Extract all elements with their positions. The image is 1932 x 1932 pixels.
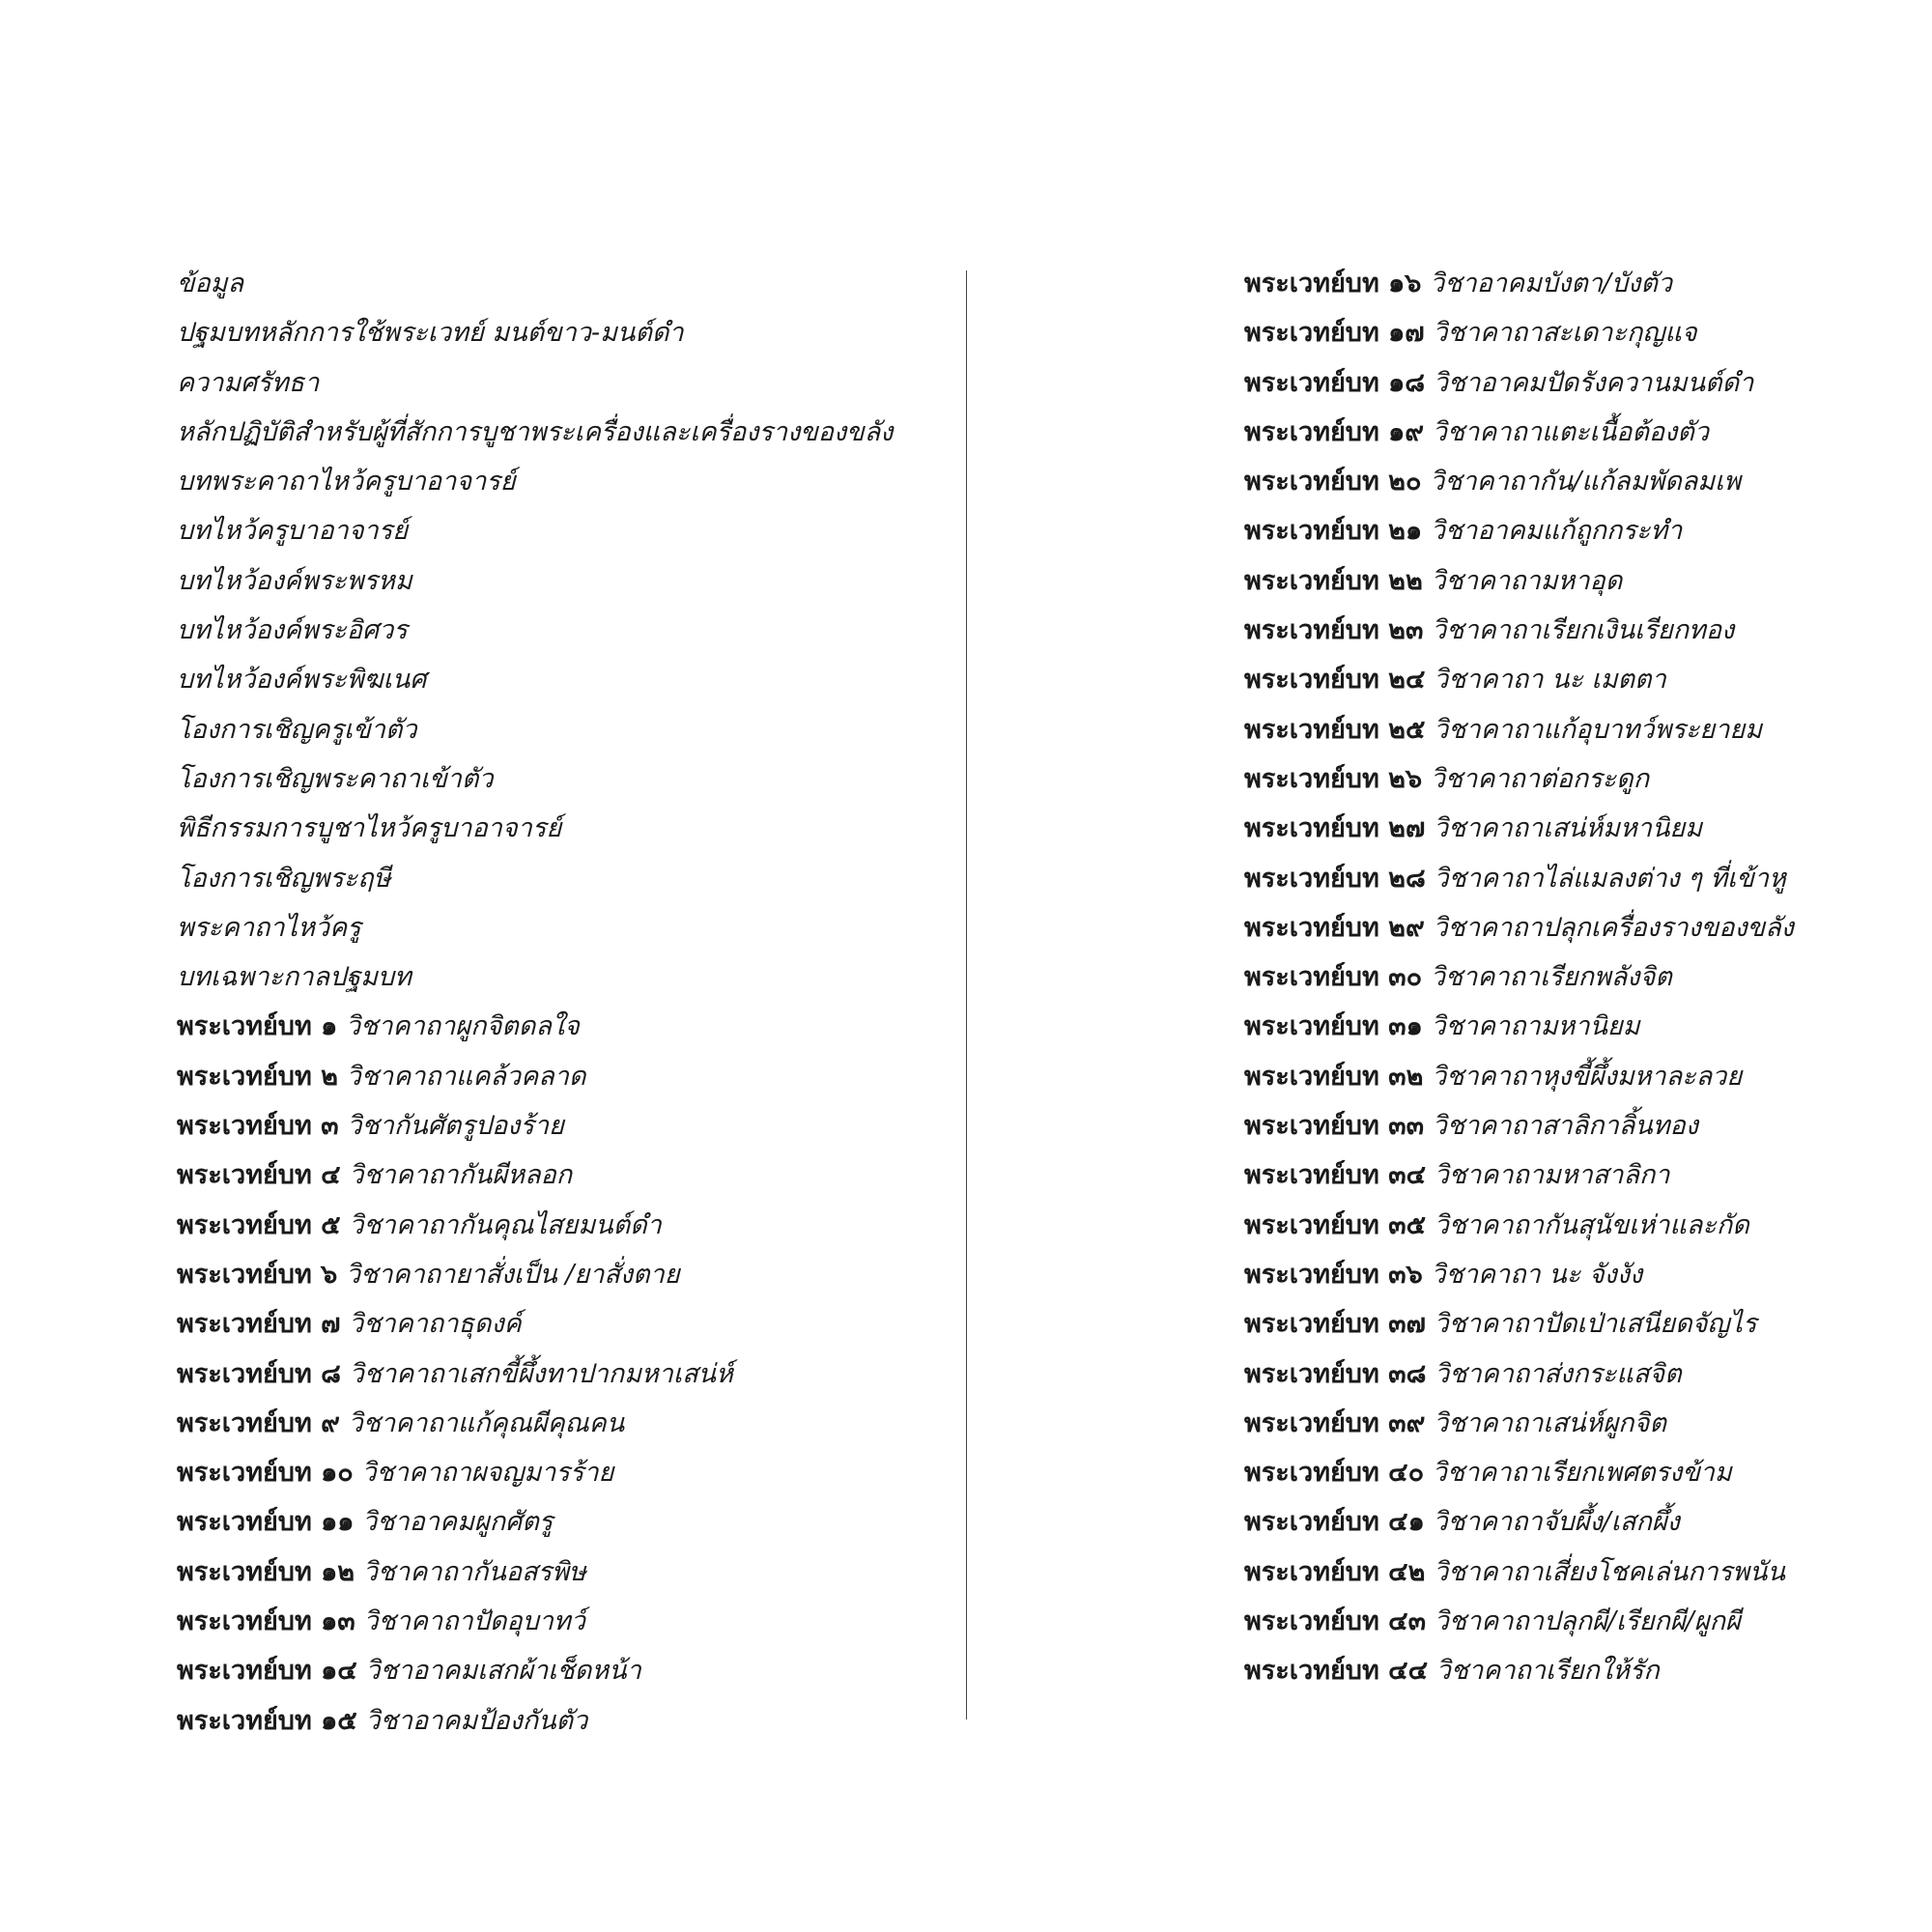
entry-title: วิชาอาคมเสกผ้าเช็ดหน้า [365,1656,641,1687]
contents-entry [177,903,950,952]
contents-entry [1244,1597,1901,1646]
entry-title: วิชาคาถาแตะเนื้อต้องตัว [1432,416,1710,447]
entry-chapter-label: พระเวทย์บท ๒๓ [1244,615,1424,646]
entry-title: วิชาคาถาปลุกเครื่องรางของขลัง [1433,912,1794,943]
entry-title: วิชาคาถาสาลิกาลิ้นทอง [1432,1111,1698,1142]
entry-title: บทไหว้ครูบาอาจารย์ [177,516,409,547]
entry-chapter-label: พระเวทย์บท ๓๕ [1244,1209,1427,1240]
entry-title: วิชาคาถาธุดงค์ [349,1309,522,1340]
entry-title: วิชาคาถา นะ จังงัง [1431,1259,1643,1290]
entry-chapter-label: พระเวทย์บท ๑๐ [177,1458,354,1489]
entry-chapter-label: พระเวทย์บท ๔๓ [1244,1606,1427,1637]
contents-entry [1244,1548,1901,1597]
contents-entry [1244,804,1901,853]
contents-entry [1244,1299,1901,1349]
entry-chapter-label: พระเวทย์บท ๒๗ [1244,813,1426,844]
contents-entry [177,1548,950,1597]
contents-entry [1244,408,1901,457]
entry-chapter-label: พระเวทย์บท ๓๗ [1244,1309,1426,1340]
entry-title: บทไหว้องค์พระอิศวร [177,615,408,646]
entry-chapter-label: พระเวทย์บท ๑๗ [1244,318,1425,349]
contents-entry [177,1299,950,1349]
contents-entry [1244,754,1901,804]
entry-chapter-label: พระเวทย์บท ๒๖ [1244,763,1423,794]
contents-entry [1244,903,1901,952]
entry-chapter-label: พระเวทย์บท ๒๙ [1244,912,1425,943]
left-contents-column [177,259,950,1746]
contents-entry [1244,705,1901,754]
entry-chapter-label: พระเวทย์บท ๑๓ [177,1606,355,1637]
contents-entry [177,556,950,606]
entry-title: หลักปฏิบัติสำหรับผู้ที่สักการบูชาพระเครื่องและเครื่องรางของขลัง [177,416,894,447]
contents-entry [177,358,950,408]
entry-chapter-label: พระเวทย์บท ๒๔ [1244,665,1426,696]
contents-entry [177,1002,950,1051]
entry-chapter-label: พระเวทย์บท ๔๐ [1244,1458,1425,1489]
entry-chapter-label: พระเวทย์บท ๗ [177,1309,341,1340]
entry-chapter-label: พระเวทย์บท ๔ [177,1160,341,1191]
entry-chapter-label: พระเวทย์บท ๓๒ [1244,1061,1424,1092]
entry-chapter-label: พระเวทย์บท ๒๘ [1244,863,1426,894]
entry-title: วิชาคาถากันคุณไสยมนต์ดำ [349,1209,662,1240]
column-divider [966,270,967,1719]
entry-chapter-label: พระเวทย์บท ๔๔ [1244,1656,1429,1687]
contents-entry [177,754,950,804]
entry-title: วิชาคาถามหานิยม [1431,1011,1640,1042]
entry-title: ปฐมบทหลักการใช้พระเวทย์ มนต์ขาว-มนต์ดำ [177,318,684,349]
entry-title: วิชาคาถาเสี่ยงโชคเล่นการพนัน [1433,1556,1785,1587]
contents-entry [177,457,950,506]
entry-chapter-label: พระเวทย์บท ๓๘ [1244,1358,1427,1389]
entry-title: วิชากันศัตรูปองร้าย [347,1111,564,1142]
contents-entry [177,1646,950,1695]
entry-chapter-label: พระเวทย์บท ๓๖ [1244,1259,1423,1290]
entry-title: วิชาคาถาปัดอุบาทว์ [363,1606,585,1637]
entry-chapter-label: พระเวทย์บท ๓ [177,1111,339,1142]
entry-chapter-label: พระเวทย์บท ๒๕ [1244,714,1426,745]
entry-chapter-label: พระเวทย์บท ๖ [177,1259,338,1290]
entry-title: วิชาอาคมป้องกันตัว [365,1705,588,1736]
entry-chapter-label: พระเวทย์บท ๒๐ [1244,467,1422,497]
entry-chapter-label: พระเวทย์บท ๒๒ [1244,565,1423,596]
entry-title: วิชาอาคมบังตา/บังตัว [1430,269,1673,298]
contents-entry [1244,308,1901,357]
contents-entry [1244,1646,1901,1695]
contents-entry [177,1250,950,1299]
entry-title: พระคาถาไหว้ครู [177,912,361,943]
entry-title: วิชาคาถาเสน่ห์ผูกจิต [1433,1407,1666,1438]
entry-title: วิชาคาถา นะ เมตตา [1433,665,1666,696]
contents-entry [1244,1052,1901,1101]
contents-entry [177,1399,950,1448]
contents-entry [177,705,950,754]
entry-title: โองการเชิญครูเข้าตัว [177,714,417,745]
contents-entry [177,1201,950,1250]
contents-entry [177,259,950,308]
entry-chapter-label: พระเวทย์บท ๑๒ [177,1556,355,1587]
contents-entry [177,854,950,903]
entry-title: วิชาอาคมผูกศัตรู [362,1507,554,1538]
contents-entry [1244,1250,1901,1299]
contents-entry [1244,259,1901,308]
entry-title: วิชาคาถากันสุนัขเห่าและกัด [1434,1209,1749,1240]
contents-entry [177,606,950,655]
entry-chapter-label: พระเวทย์บท ๓๙ [1244,1407,1426,1438]
entry-title: โองการเชิญพระฤษี [177,863,391,894]
entry-chapter-label: พระเวทย์บท ๔๑ [1244,1507,1425,1538]
right-contents-column [1244,259,1901,1696]
entry-chapter-label: พระเวทย์บท ๑๕ [177,1705,357,1736]
entry-title: พิธีกรรมการบูชาไหว้ครูบาอาจารย์ [177,813,562,844]
contents-entry [177,804,950,853]
contents-entry [177,506,950,555]
entry-title: วิชาคาถาแก้คุณผีคุณคน [348,1407,625,1438]
contents-entry [177,1052,950,1101]
contents-entry [1244,854,1901,903]
contents-entry [177,1448,950,1497]
entry-chapter-label: พระเวทย์บท ๓๓ [1244,1111,1425,1142]
entry-title: วิชาอาคมแก้ถูกกระทำ [1430,516,1683,547]
entry-title: วิชาอาคมปัดรังควานมนต์ดำ [1433,367,1754,398]
entry-chapter-label: พระเวทย์บท ๘ [177,1358,341,1389]
entry-chapter-label: พระเวทย์บท ๑๙ [1244,416,1425,447]
entry-title: วิชาคาถามหาสาลิกา [1434,1160,1670,1191]
contents-entry [1244,556,1901,606]
entry-title: ข้อมูล [177,269,244,298]
contents-entry [177,1696,950,1746]
entry-title: วิชาคาถามหาอุด [1431,565,1623,596]
entry-chapter-label: พระเวทย์บท ๑๔ [177,1656,357,1687]
entry-title: วิชาคาถาหุงขี้ผึ้งมหาละลวย [1432,1061,1743,1092]
entry-title: บทไหว้องค์พระพิฆเนศ [177,665,427,696]
contents-entry [1244,1448,1901,1497]
entry-chapter-label: พระเวทย์บท ๓๑ [1244,1011,1423,1042]
entry-chapter-label: พระเวทย์บท ๑๘ [1244,367,1426,398]
contents-entry [1244,1101,1901,1151]
contents-entry [177,952,950,1002]
contents-entry [177,1101,950,1151]
entry-title: วิชาคาถายาสั่งเป็น /ยาสั่งตาย [345,1259,680,1290]
entry-chapter-label: พระเวทย์บท ๑ [177,1011,338,1042]
entry-chapter-label: พระเวทย์บท ๒ [177,1061,338,1092]
contents-entry [1244,1151,1901,1200]
entry-title: บทไหว้องค์พระพรหม [177,565,412,596]
contents-entry [1244,655,1901,704]
entry-chapter-label: พระเวทย์บท ๑๖ [1244,269,1422,298]
contents-entry [1244,1497,1901,1547]
entry-title: วิชาคาถาส่งกระแสจิต [1435,1358,1682,1389]
contents-entry [1244,952,1901,1002]
entry-title: วิชาคาถาสะเดาะกุญแจ [1433,318,1697,349]
entry-title: วิชาคาถาจับผึ้ง/เสกผึ้ง [1433,1507,1680,1538]
entry-title: โองการเชิญพระคาถาเข้าตัว [177,763,494,794]
contents-entry [177,1151,950,1200]
contents-entry [1244,457,1901,506]
entry-chapter-label: พระเวทย์บท ๑๑ [177,1507,355,1538]
contents-entry [1244,1201,1901,1250]
entry-title: วิชาคาถาปลุกผี/เรียกผี/ผูกผี [1434,1606,1741,1637]
contents-entry [177,1597,950,1646]
entry-title: วิชาคาถาเรียกเพศตรงข้าม [1432,1458,1732,1489]
entry-chapter-label: พระเวทย์บท ๓๐ [1244,962,1423,993]
entry-title: วิชาคาถาผจญมารร้าย [361,1458,614,1489]
entry-title: ความศรัทธา [177,367,320,398]
entry-title: วิชาคาถาผูกจิตดลใจ [345,1011,580,1042]
contents-entry [177,408,950,457]
entry-chapter-label: พระเวทย์บท ๓๔ [1244,1160,1427,1191]
entry-chapter-label: พระเวทย์บท ๒๑ [1244,516,1423,547]
entry-title: บทเฉพาะกาลปฐมบท [177,962,412,993]
entry-title: วิชาคาถากันอสรพิษ [362,1556,586,1587]
contents-entry [177,655,950,704]
entry-title: วิชาคาถาปัดเป่าเสนียดจัญไร [1434,1309,1757,1340]
contents-entry [1244,1399,1901,1448]
entry-title: บทพระคาถาไหว้ครูบาอาจารย์ [177,467,516,497]
entry-title: วิชาคาถาเสน่ห์มหานิยม [1433,813,1703,844]
contents-entry [1244,1350,1901,1399]
entry-title: วิชาคาถาไล่แมลงต่าง ๆ ที่เข้าหู [1434,863,1786,894]
entry-title: วิชาคาถาแก้อุบาทว์พระยายม [1433,714,1762,745]
contents-entry [177,1497,950,1547]
entry-title: วิชาคาถากัน/แก้ลมพัดลมเพ [1430,467,1742,497]
entry-chapter-label: พระเวทย์บท ๕ [177,1209,341,1240]
contents-entry [1244,358,1901,408]
entry-chapter-label: พระเวทย์บท ๙ [177,1407,340,1438]
entry-title: วิชาคาถากันผีหลอก [349,1160,573,1191]
entry-chapter-label: พระเวทย์บท ๔๒ [1244,1556,1426,1587]
contents-entry [1244,606,1901,655]
contents-entry [1244,506,1901,555]
entry-title: วิชาคาถาเรียกเงินเรียกทอง [1432,615,1735,646]
contents-entry [177,1350,950,1399]
entry-title: วิชาคาถาเรียกให้รัก [1435,1656,1660,1687]
entry-title: วิชาคาถาเรียกพลังจิต [1430,962,1672,993]
entry-title: วิชาคาถาแคล้วคลาด [346,1061,586,1092]
contents-entry [1244,1002,1901,1051]
entry-title: วิชาคาถาต่อกระดูก [1430,763,1650,794]
entry-title: วิชาคาถาเสกขี้ผึ้งทาปากมหาเสน่ห์ [349,1358,733,1389]
contents-entry [177,308,950,357]
